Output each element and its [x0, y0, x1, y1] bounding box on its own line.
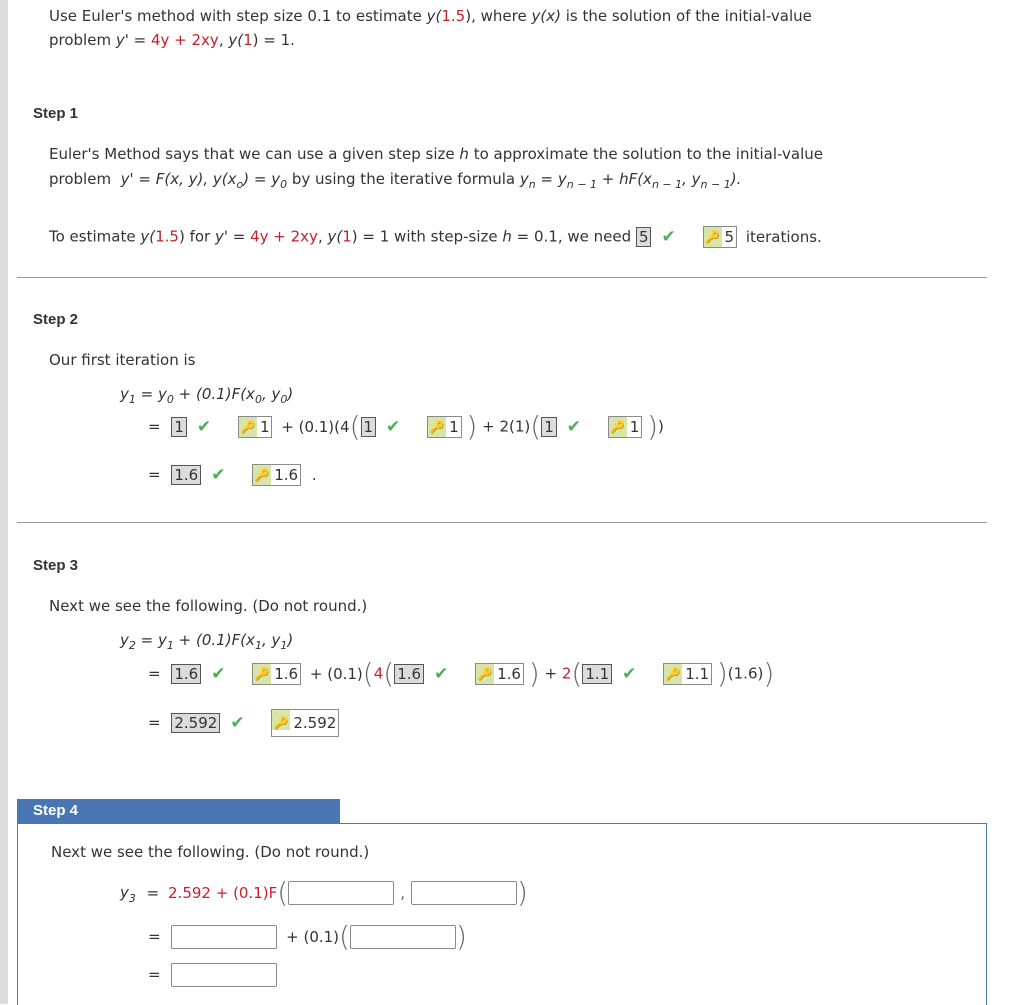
step-3-heading: Step 3 [33, 557, 79, 574]
step-1-text: by using the iterative formula [291, 170, 516, 188]
general-ode: y' = F(x, y), $y(x_o) = y_0$ [120, 170, 288, 191]
expression-text: + (0.1)(4 [281, 417, 350, 436]
step-1-text-line-1 [49, 145, 823, 163]
target-x: 1.5 [155, 227, 179, 246]
check-icon: ✔ [622, 664, 637, 684]
step-1-text-line-2 [49, 170, 742, 191]
step-1-text: Euler's Method says that we can use a given step size [49, 145, 455, 163]
ic-x: 1 [342, 227, 352, 246]
expression-text: (1.6) [727, 664, 764, 683]
coefficient: 2 [561, 664, 572, 683]
question-text: problem [49, 31, 112, 49]
key-icon: 🔑 [428, 417, 446, 437]
step-4-result-row [148, 963, 277, 987]
step-size-h: h [459, 145, 469, 163]
answer-box[interactable]: 1.6 [394, 664, 424, 684]
expression-text: + [544, 664, 558, 683]
step-1-text: = 0.1, we need [516, 227, 632, 246]
question-y: y( [426, 7, 442, 25]
step-4-heading: Step 4 [33, 802, 79, 819]
step-1-text: problem [49, 170, 112, 188]
question-ic: y( [228, 31, 244, 49]
expression-text: + (0.1) [309, 664, 363, 683]
step-3-substitution-row: = 1.6 ✔ 🔑 1.6 + (0.1)(4( 1.6 ✔ 🔑 1.6 ) + 2( 1.1 ✔ 🔑 1.1 )(1.6)) [148, 657, 775, 690]
answer-box[interactable]: 1.6 [171, 664, 201, 684]
step-1-text: To estimate [49, 227, 136, 246]
equals-sign: = [146, 883, 160, 902]
question-ode-rhs: 4y + 2xy [150, 31, 219, 49]
key-icon: 🔑 [704, 227, 722, 247]
y-label: y( [140, 227, 156, 246]
answer-key[interactable]: 🔑 1.6 [252, 663, 301, 685]
equals-sign: = [148, 713, 161, 732]
equals-sign: = [148, 417, 161, 436]
question-text: , [218, 31, 224, 49]
step-3-result-row [148, 709, 339, 737]
step-1-text: to approximate the solution to the initial-value [473, 145, 824, 163]
step-1-iterations-line [49, 226, 822, 248]
step-1-text: , [317, 227, 323, 246]
answer-box[interactable]: 1 [361, 417, 377, 437]
question-line-1 [49, 7, 812, 25]
key-value: 5 [724, 228, 735, 246]
step-2-substitution-row: = 1 ✔ 🔑 1 + (0.1)(4( 1 ✔ 🔑 1 ) + 2(1)( 1 ✔ 🔑 1 )) [148, 410, 664, 443]
key-icon: 🔑 [239, 417, 257, 437]
question-text: ) = 1. [252, 31, 295, 49]
period: . [311, 465, 317, 484]
step-4-formula-row: $y_3 = 2.592 + (0.1)F$( , ) [120, 876, 528, 909]
answer-box[interactable]: 2.592 [171, 713, 220, 733]
step-4-substitution-row: = + (0.1)( ) [148, 920, 467, 953]
check-icon: ✔ [196, 417, 212, 437]
step-size-h: h [502, 227, 512, 246]
step-1-text: iterations. [745, 227, 822, 246]
answer-key[interactable]: 🔑 1.1 [663, 663, 712, 685]
ode-rhs: 4y + 2xy [250, 227, 318, 246]
formula-text: 2.592 + (0.1)F [168, 883, 278, 902]
check-icon: ✔ [566, 417, 581, 437]
key-icon: 🔑 [476, 664, 494, 684]
key-icon: 🔑 [609, 417, 627, 437]
y2-value-input[interactable] [171, 925, 277, 949]
answer-key[interactable]: 🔑 2.592 [271, 709, 339, 737]
iterations-answer-box[interactable]: 5 [636, 227, 652, 247]
x2-input[interactable] [288, 881, 394, 905]
step-2-heading: Step 2 [33, 311, 79, 328]
check-icon: ✔ [211, 465, 226, 485]
key-icon: 🔑 [253, 465, 271, 485]
y3-input[interactable] [171, 963, 277, 987]
step-1-heading: Step 1 [33, 105, 79, 122]
answer-key[interactable]: 🔑 1 [427, 416, 462, 438]
equals-sign: = [148, 965, 161, 984]
question-ode: y' = [115, 31, 147, 49]
expression-text: + 2(1) [482, 417, 531, 436]
question-text: is the solution of the initial-value [565, 7, 812, 25]
check-icon: ✔ [211, 664, 226, 684]
check-icon: ✔ [434, 664, 449, 684]
divider [17, 277, 987, 278]
equals-sign: = [148, 927, 161, 946]
answer-box[interactable]: 1 [541, 417, 557, 437]
step-2-formula: $y_1 = y_0 + (0.1)F(x_0$, $y_0$) [120, 385, 294, 406]
check-icon: ✔ [661, 227, 676, 247]
answer-key[interactable]: 🔑 1 [608, 416, 643, 438]
question-ic-x: 1 [243, 31, 253, 49]
step-3-formula: $y_2 = y_1 + (0.1)F(x_1$, $y_1$) [120, 631, 294, 652]
step-2-result-row [148, 464, 317, 486]
check-icon: ✔ [230, 713, 245, 733]
key-icon: 🔑 [253, 664, 271, 684]
question-yx: y(x) [531, 7, 561, 25]
step-3-intro: Next we see the following. (Do not round.) [49, 597, 368, 615]
expression-text: ) [658, 417, 664, 436]
expression-text: + (0.1) [286, 927, 340, 946]
ode-label: y' = [214, 227, 246, 246]
y2-input[interactable] [411, 881, 517, 905]
answer-box[interactable]: 1.1 [582, 664, 612, 684]
question-text: ), where [465, 7, 527, 25]
answer-box[interactable]: 1 [171, 417, 187, 437]
question-text: Use Euler's method with step size 0.1 to estimate [49, 7, 422, 25]
divider [17, 522, 987, 523]
step-4-intro: Next we see the following. (Do not round.) [51, 843, 370, 861]
key-icon: 🔑 [664, 664, 682, 684]
question-value: 1.5 [441, 7, 466, 25]
f-value-input[interactable] [350, 925, 456, 949]
step-4-header [17, 799, 340, 823]
equals-sign: = [148, 664, 161, 683]
step-2-intro: Our first iteration is [49, 351, 196, 369]
question-line-2 [49, 31, 295, 49]
step-1-text: ) for [178, 227, 211, 246]
coefficient: 4 [373, 664, 384, 683]
left-scroll-edge [0, 0, 8, 1004]
answer-key[interactable] [703, 226, 738, 248]
key-icon: 🔑 [272, 710, 290, 730]
ic-label: y( [327, 227, 343, 246]
equals-sign: = [148, 465, 161, 484]
answer-key[interactable]: 🔑 1.6 [252, 464, 301, 486]
answer-key[interactable]: 🔑 1.6 [475, 663, 524, 685]
step-1-text: ) = 1 with step-size [351, 227, 498, 246]
check-icon: ✔ [386, 417, 401, 437]
answer-box[interactable]: 1.6 [171, 465, 201, 485]
euler-formula: $y_n = y_{n - 1} + hF(x_{n - 1}$, $y_{n - 1}$). [519, 170, 742, 191]
answer-key[interactable]: 🔑 1 [238, 416, 273, 438]
